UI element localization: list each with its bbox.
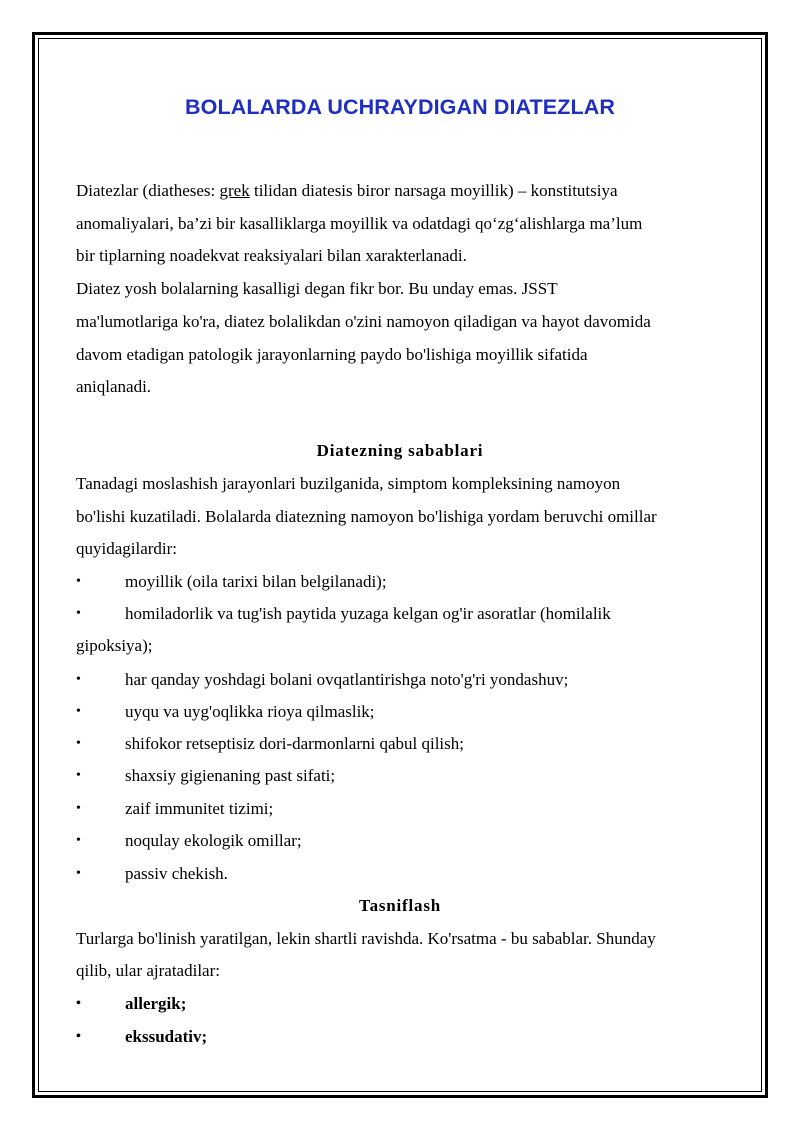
intro-line-1: Diatezlar (diatheses: grek tilidan diatesis biror narsaga moyillik) – konstitutsiya xyxy=(76,181,618,200)
bullet-icon: • xyxy=(76,574,81,589)
bullet-icon: • xyxy=(76,606,81,621)
section-heading-causes: Diatezning sabablari xyxy=(316,441,484,460)
bullet-icon: • xyxy=(76,801,81,816)
document-title: BOLALARDA UCHRAYDIGAN DIATEZLAR xyxy=(185,95,615,119)
intro-line-5: ma'lumotlariga ko'ra, diatez bolalikdan o'zini namoyon qiladigan va hayot davomida xyxy=(76,312,651,331)
classification-line-1: Turlarga bo'linish yaratilgan, lekin shartli ravishda. Ko'rsatma - bu sabablar. Shunday xyxy=(76,929,656,948)
list-item: uyqu va uyg'oqlikka rioya qilmaslik; xyxy=(125,702,375,721)
causes-line-1: Tanadagi moslashish jarayonlari buzilganida, simptom kompleksining namoyon xyxy=(76,474,621,493)
bullet-icon: • xyxy=(76,866,81,881)
intro-line-3: bir tiplarning noadekvat reaksiyalari bilan xarakterlanadi. xyxy=(76,246,467,265)
bullet-icon: • xyxy=(76,672,81,687)
list-item: homiladorlik va tug'ish paytida yuzaga kelgan og'ir asoratlar (homilalik xyxy=(125,604,611,623)
intro-line-2: anomaliyalari, ba’zi bir kasalliklarga moyillik va odatdagi qo‘zg‘alishlarga ma’lum xyxy=(76,214,643,233)
list-item: shifokor retseptisiz dori-darmonlarni qabul qilish; xyxy=(125,734,464,753)
list-item: shaxsiy gigienaning past sifati; xyxy=(125,766,336,785)
section-heading-classification: Tasniflash xyxy=(358,896,442,915)
intro-line-4: Diatez yosh bolalarning kasalligi degan fikr bor. Bu unday emas. JSST xyxy=(76,279,558,298)
bullet-icon: • xyxy=(76,833,81,848)
list-item: zaif immunitet tizimi; xyxy=(125,799,274,818)
list-item: noqulay ekologik omillar; xyxy=(125,831,302,850)
intro-line-6: davom etadigan patologik jarayonlarning paydo bo'lishiga moyillik sifatida xyxy=(76,345,588,364)
list-item: passiv chekish. xyxy=(125,864,228,883)
bullet-icon: • xyxy=(76,704,81,719)
bullet-icon: • xyxy=(76,736,81,751)
list-item: allergik; xyxy=(125,994,187,1013)
causes-line-3: quyidagilardir: xyxy=(76,539,178,558)
list-item: har qanday yoshdagi bolani ovqatlantirishga noto'g'ri yondashuv; xyxy=(125,670,569,689)
grek-link[interactable]: grek xyxy=(219,181,250,200)
causes-line-2: bo'lishi kuzatiladi. Bolalarda diatezning namoyon bo'lishiga yordam beruvchi omillar xyxy=(76,507,657,526)
classification-line-2: qilib, ular ajratadilar: xyxy=(76,961,220,980)
bullet-icon: • xyxy=(76,768,81,783)
bullet-icon: • xyxy=(76,1029,81,1044)
bullet-icon: • xyxy=(76,996,81,1011)
intro-line-7: aniqlanadi. xyxy=(76,377,152,396)
list-item: ekssudativ; xyxy=(125,1027,208,1046)
list-item-continuation: gipoksiya); xyxy=(76,636,153,655)
list-item: moyillik (oila tarixi bilan belgilanadi); xyxy=(125,572,387,591)
